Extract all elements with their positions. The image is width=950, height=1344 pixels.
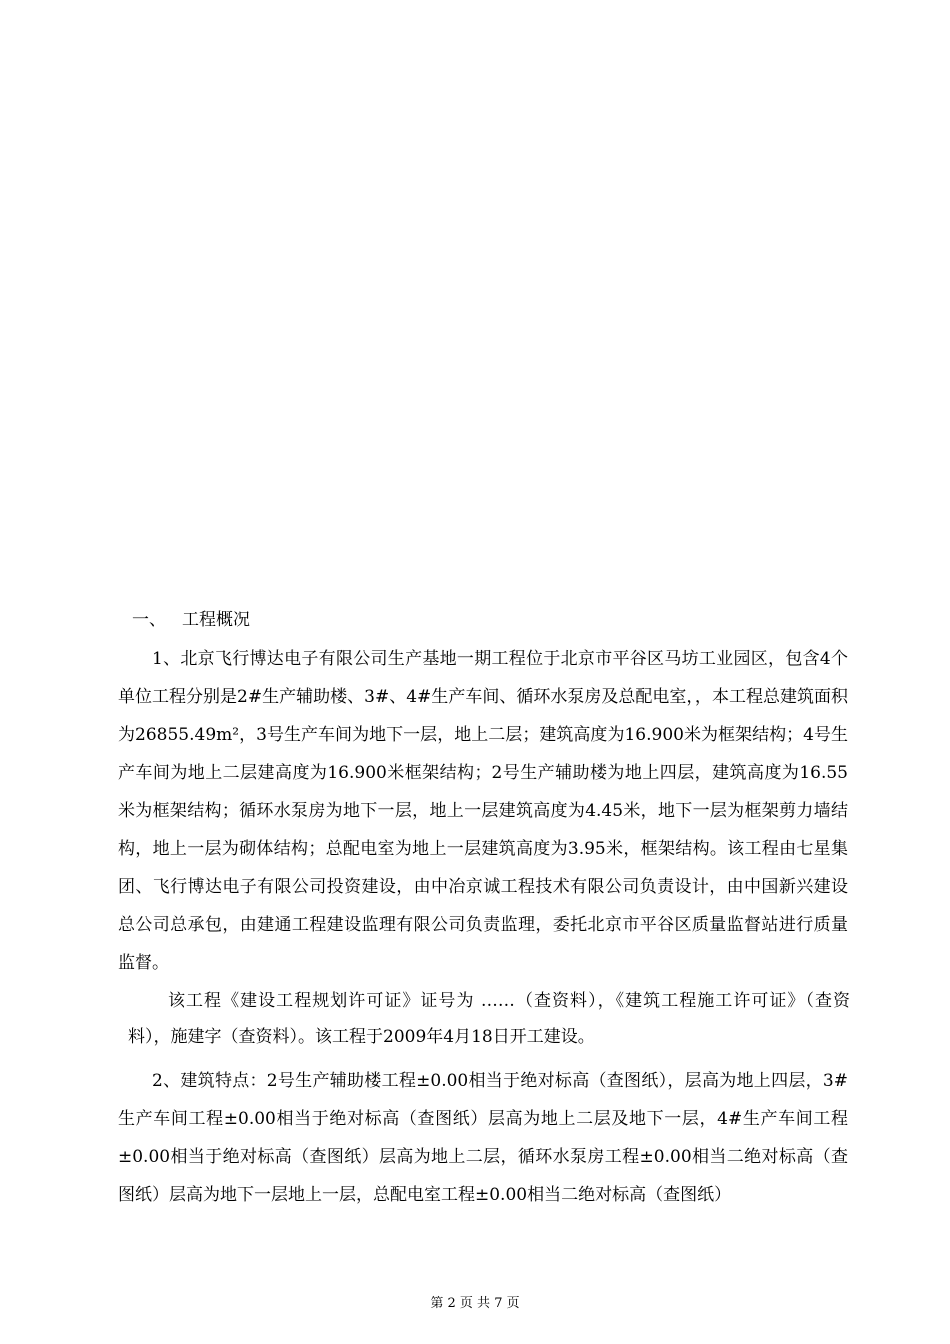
section-title: 工程概况	[182, 610, 250, 630]
section-heading	[132, 605, 250, 635]
paragraph-overview: 1、北京飞行博达电子有限公司生产基地一期工程位于北京市平谷区马坊工业园区，包含4个单位工程分别是2#生产辅助楼、3#、4#生产车间、循环水泵房及总配电室，，本工程总建筑面积为26855.49m²，3号生产车间为地下一层，地上二层；建筑高度为16.900米为框架结构；4号生产车间为地上二层建高度为16.900米框架结构；2号生产辅助楼为地上四层，建筑高度为16.55米为框架结构；循环水泵房为地下一层，地上一层建筑高度为4.45米，地下一层为框架剪力墙结构，地上一层为砌体结构；总配电室为地上一层建筑高度为3.95米，框架结构。该工程由七星集团、飞行博达电子有限公司投资建设，由中冶京诚工程技术有限公司负责设计，由中国新兴建设总公司总承包，由建通工程建设监理有限公司负责监理，委托北京市平谷区质量监督站进行质量监督。	[118, 649, 848, 973]
paragraph-permits: 该工程《建设工程规划许可证》证号为 ……（查资料），《建筑工程施工许可证》（查资料），施建字（查资料）。该工程于2009年4月18日开工建设。	[128, 991, 850, 1047]
section-number: 一、	[132, 610, 166, 630]
paragraph-building-features: 2、建筑特点：2号生产辅助楼工程±0.00相当于绝对标高（查图纸），层高为地上四层，3#生产车间工程±0.00相当于绝对标高（查图纸）层高为地上二层及地下一层，4#生产车间工程±0.00相当于绝对标高（查图纸）层高为地上二层，循环水泵房工程±0.00相当二绝对标高（查图纸）层高为地下一层地上一层，总配电室工程±0.00相当二绝对标高（查图纸）	[118, 1071, 848, 1205]
page-footer: 第 2 页 共 7 页	[430, 1296, 520, 1311]
